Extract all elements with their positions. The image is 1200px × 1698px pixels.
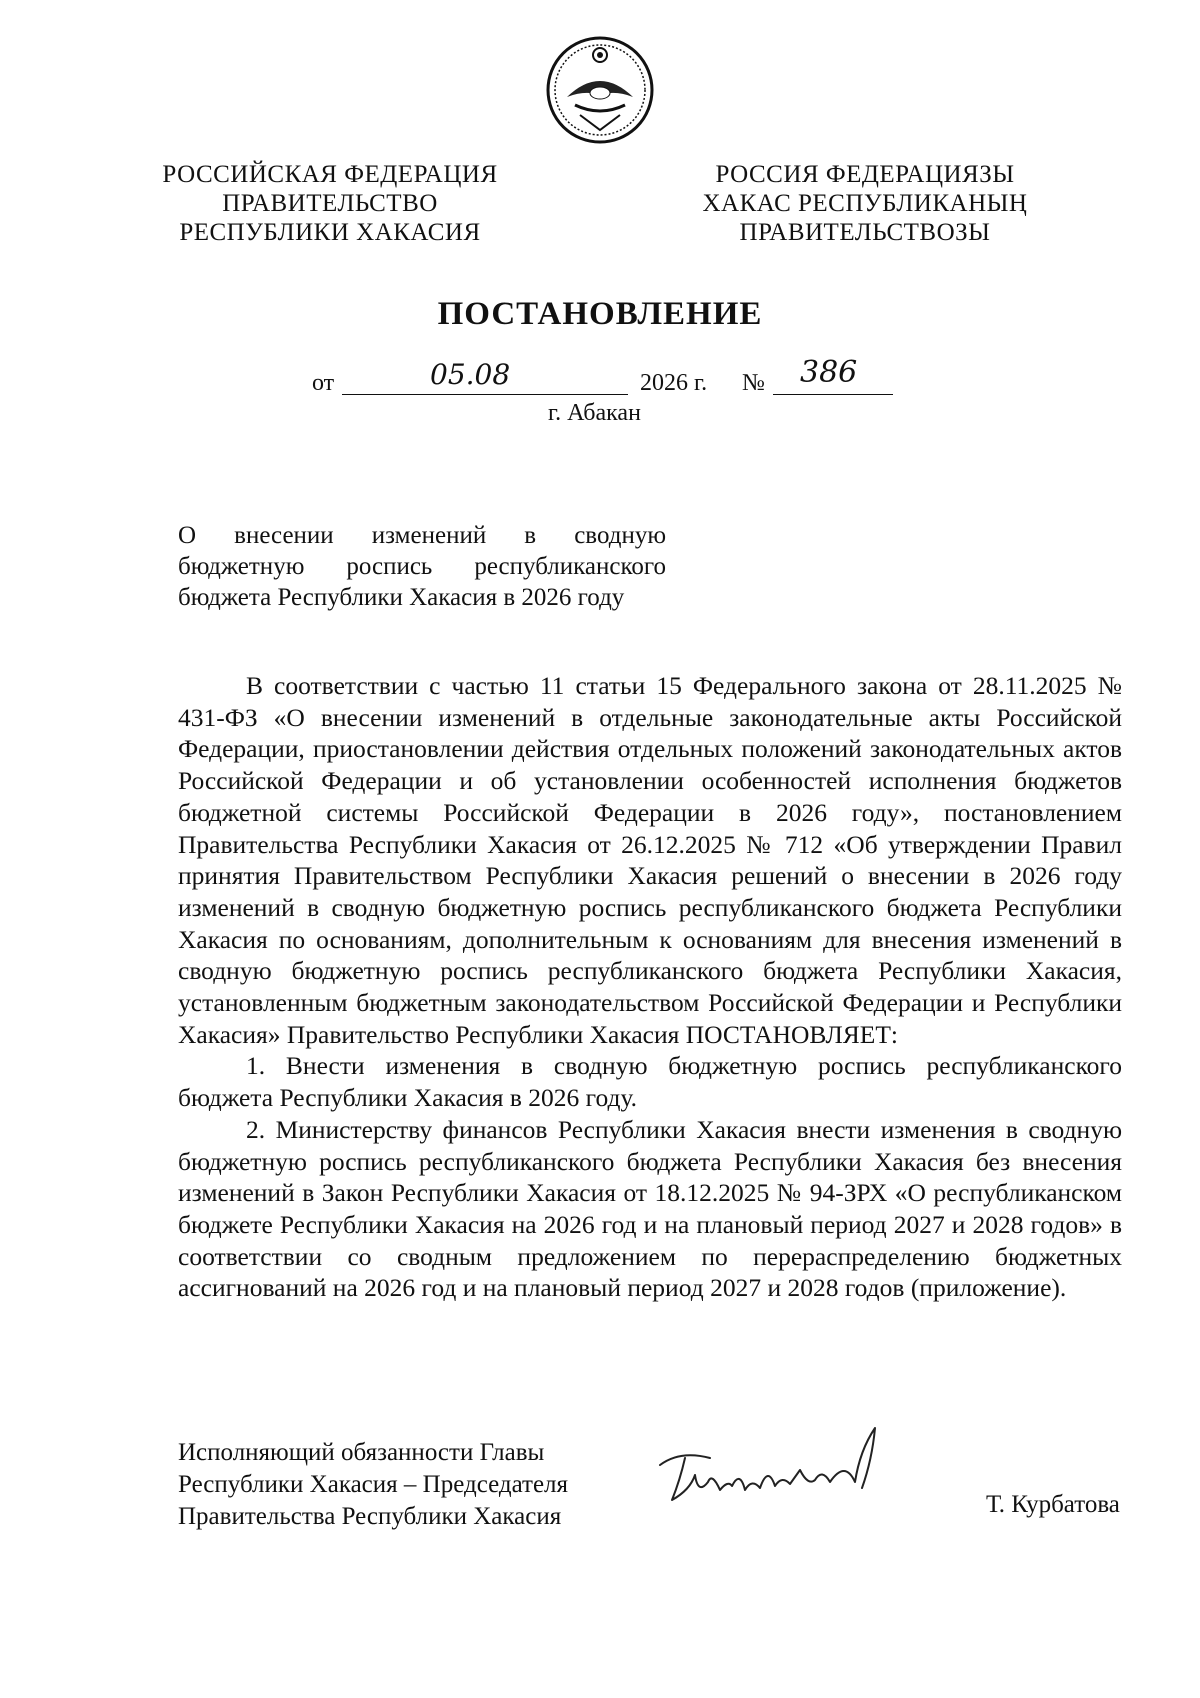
signatory-title — [178, 1437, 638, 1533]
date-from-label: от — [312, 370, 335, 396]
document-title: ПОСТАНОВЛЕНИЕ — [437, 296, 763, 332]
subject-line2: бюджетную роспись республиканского — [178, 553, 666, 580]
city-label: г. Абакан — [548, 400, 641, 426]
body-paragraph-1: В соответствии с частью 11 статьи 15 Федерального закона от 28.11.2025 № 431-ФЗ «О внесении изменений в отдельные законодательные акты Российской Федерации, приостановлении действия отдельных положений законодательных актов Российской Федерации и об установлении особенностей исполнения бюджетов бюджетной системы Российской Федерации в 2026 году», постановлением Правительства Республики Хакасия от 26.12.2025 № 712 «Об утверждении Правил принятия Правительством Республики Хакасия решений о внесении в 2026 году изменений в сводную бюджетную роспись республиканского бюджета Республики Хакасия по основаниям, дополнительным к основаниям для внесения изменений в сводную бюджетную роспись республиканского бюджета Республики Хакасия, установленным бюджетным законодательством Российской Федерации и Республики Хакасия» Правительство Республики Хакасия ПОСТАНОВЛЯЕТ: — [178, 671, 1122, 1049]
document-number: 386 — [800, 355, 858, 390]
subject-block — [178, 520, 666, 613]
body-paragraph-2: 1. Внести изменения в сводную бюджетную роспись республиканского бюджета Республики Хакасия в 2026 году. — [178, 1051, 1122, 1113]
subject-line3: бюджета Республики Хакасия в 2026 году — [178, 584, 625, 611]
signatory-title-line3: Правительства Республики Хакасия — [178, 1503, 562, 1530]
date-value: 05.08 — [430, 358, 511, 391]
signatory-name: Т. Курбатова — [986, 1491, 1120, 1518]
header-left-line2: ПРАВИТЕЛЬСТВО — [222, 190, 438, 217]
header-left-line3: РЕСПУБЛИКИ ХАКАСИЯ — [179, 219, 481, 246]
handwritten-signature-icon — [650, 1420, 910, 1520]
body-text — [178, 670, 1122, 1304]
header-right-line2: ХАКАС РЕСПУБЛИКАНЫҢ — [702, 190, 1028, 217]
header-right-line3: ПРАВИТЕЛЬСТВОЗЫ — [739, 219, 991, 246]
number-label: № — [742, 370, 765, 396]
year-label: 2026 г. — [640, 370, 708, 396]
signatory-title-line1: Исполняющий обязанности Главы — [178, 1439, 545, 1466]
header-right — [695, 160, 1035, 247]
coat-of-arms-icon — [545, 35, 655, 145]
body-paragraph-3: 2. Министерству финансов Республики Хакасия внести изменения в сводную бюджетную роспись республиканского бюджета Республики Хакасия без внесения изменений в Закон Республики Хакасия от 18.12.2025 № 94-ЗРХ «О республиканском бюджете Республики Хакасия на 2026 год и на плановый период 2027 и 2028 годов» в соответствии со сводным предложением по перераспределению бюджетных ассигнований на 2026 год и на плановый период 2027 и 2028 годов (приложение). — [178, 1114, 1122, 1303]
header-right-line1: РОССИЯ ФЕДЕРАЦИЯЗЫ — [715, 161, 1015, 188]
header-left — [160, 160, 500, 247]
signatory-title-line2: Республики Хакасия – Председателя — [178, 1471, 569, 1498]
subject-line1: О внесении изменений в сводную — [178, 522, 666, 549]
header-left-line1: РОССИЙСКАЯ ФЕДЕРАЦИЯ — [162, 161, 498, 188]
